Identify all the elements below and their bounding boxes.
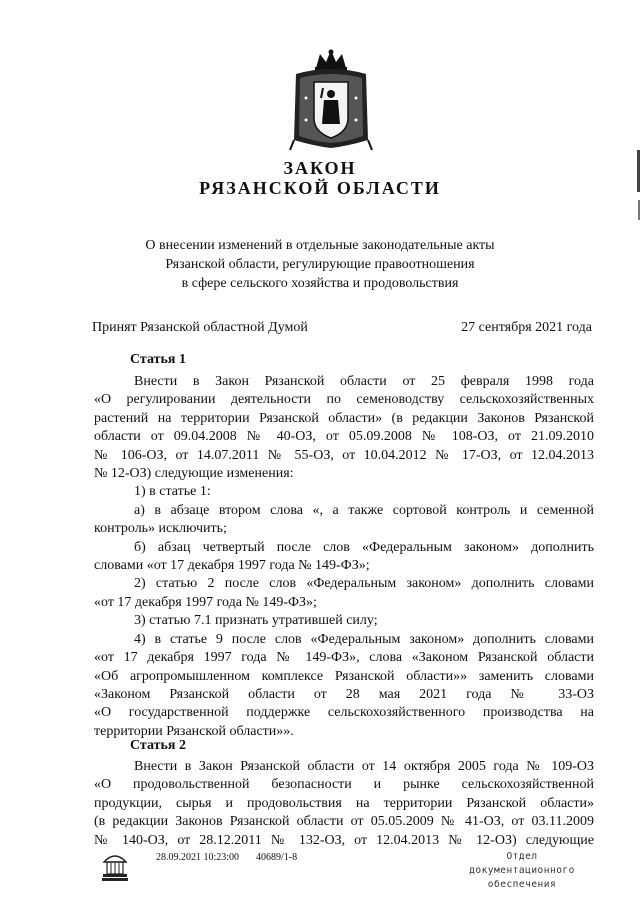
text-line: контроль» исключить;: [94, 521, 227, 537]
footer-reg-number: 40689/1-8: [256, 852, 298, 863]
text-line: 3) статью 7.1 признать утратившей силу;: [134, 613, 378, 629]
article-1-heading: Статья 1: [130, 352, 186, 367]
text-line: продукции, сырья и продовольствия на территории Рязанской области»: [94, 795, 594, 811]
adopted-by: Принят Рязанской областной Думой: [92, 320, 308, 335]
text-line: словами «от 17 декабря 1997 года № 149-ФЗ»;: [94, 558, 370, 574]
article-2-body: [94, 758, 594, 850]
department-line: обеспечения: [487, 879, 557, 890]
text-line: «от 17 декабря 1997 года № 149-ФЗ», слова «Законом Рязанской области: [94, 650, 594, 666]
adoption-line: [92, 320, 592, 336]
text-line: «О регулировании деятельности по семеноводству сельскохозяйственных: [94, 392, 594, 408]
text-line: области от 09.04.2008 № 40-ОЗ, от 05.09.2008 № 108-ОЗ, от 21.09.2010: [94, 429, 594, 445]
law-subject: [0, 236, 640, 293]
coat-of-arms-emblem: [288, 48, 374, 152]
text-line: 4) в статье 9 после слов «Федеральным законом» дополнить словами: [134, 631, 594, 647]
text-line: 1) в статье 1:: [134, 484, 211, 500]
text-line: Внести в Закон Рязанской области от 25 февраля 1998 года: [134, 374, 594, 389]
text-line: № 106-ОЗ, от 14.07.2011 № 55-ОЗ, от 10.04.2012 № 17-ОЗ, от 12.04.2013: [94, 447, 594, 463]
law-title-line1: ЗАКОН: [283, 158, 357, 178]
footer-datetime: 28.09.2021 10:23:00: [156, 852, 240, 863]
text-line: «О государственной поддержке сельскохозяйственного производства на: [94, 705, 594, 721]
text-line: (в редакции Законов Рязанской области от 05.05.2009 № 41-ОЗ, от 03.11.2009: [94, 814, 594, 830]
text-line: растений на территории Рязанской области» (в редакции Законов Рязанской: [94, 410, 594, 426]
subject-line: О внесении изменений в отдельные законодательные акты: [145, 238, 495, 253]
adoption-date: 27 сентября 2021 года: [461, 320, 592, 335]
text-line: «Законом Рязанской области от 28 мая 2021 года № 33-ОЗ: [94, 686, 594, 702]
text-line: № 12-ОЗ) следующие изменения:: [94, 466, 294, 482]
text-line: Внести в Закон Рязанской области от 14 октября 2005 года № 109-ОЗ: [134, 759, 594, 774]
text-line: «от 17 декабря 1997 года № 149-ФЗ»;: [94, 594, 317, 610]
duma-logo-icon: [100, 848, 130, 882]
text-line: «Об агропромышленном комплексе Рязанской области»» заменить словами: [94, 668, 594, 684]
text-line: № 140-ОЗ, от 28.12.2011 № 132-ОЗ, от 12.04.2013 № 12-ОЗ) следующие: [94, 832, 594, 848]
article-1-body: [94, 373, 594, 741]
footer-department-stamp: [452, 850, 592, 892]
subject-line: Рязанской области, регулирующие правоотношения: [165, 257, 475, 272]
text-line: 2) статью 2 после слов «Федеральным законом» дополнить словами: [134, 576, 594, 592]
law-title-line2: РЯЗАНСКОЙ ОБЛАСТИ: [199, 178, 441, 198]
text-line: территории Рязанской области»».: [94, 723, 294, 739]
text-line: «О продовольственной безопасности и рынке сельскохозяйственной: [94, 777, 594, 793]
department-line: Отдел документационного: [469, 851, 575, 876]
article-2-heading: Статья 2: [130, 738, 186, 753]
text-line: а) в абзаце втором слова «, а также сортовой контроль и семенной: [134, 502, 594, 518]
subject-line: в сфере сельского хозяйства и продовольствия: [181, 276, 459, 291]
text-line: б) абзац четвертый после слов «Федеральным законом» дополнить: [134, 539, 594, 555]
